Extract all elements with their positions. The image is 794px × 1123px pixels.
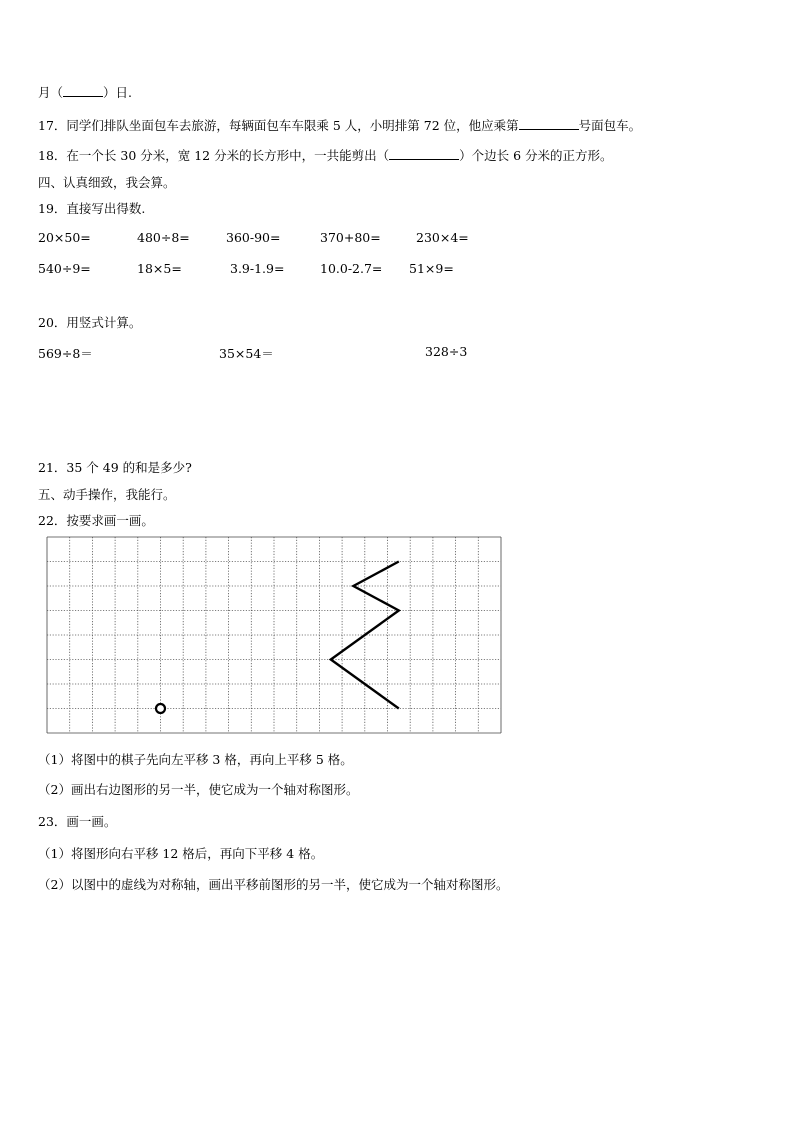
dotted-grid-figure[interactable] — [46, 536, 502, 734]
vertical-calc-item: 35×54＝ — [219, 346, 274, 361]
q17-text-a: 17．同学们排队坐面包车去旅游，每辆面包车车限乘 5 人，小明排第 72 位，他应乘第 — [38, 118, 519, 133]
calc-item: 540÷9= — [38, 261, 91, 276]
question-22-part-2: （2）画出右边图形的另一半，使它成为一个轴对称图形。 — [38, 782, 359, 797]
calc-item: 360-90= — [226, 230, 281, 245]
calc-item: 10.0-2.7= — [320, 261, 383, 276]
section-4-heading: 四、认真细致，我会算。 — [38, 175, 176, 190]
question-22-part-1: （1）将图中的棋子先向左平移 3 格，再向上平移 5 格。 — [38, 752, 353, 767]
q18-answer-blank[interactable] — [389, 147, 459, 160]
calc-item: 18×5= — [137, 261, 182, 276]
calc-item: 230×4= — [416, 230, 469, 245]
question-23-part-1: （1）将图形向右平移 12 格后，再向下平移 4 格。 — [38, 846, 324, 861]
question-22: 22．按要求画一画。 — [38, 513, 154, 528]
calc-item: 370+80= — [320, 230, 381, 245]
q16-answer-blank[interactable] — [63, 84, 103, 97]
question-17 — [38, 116, 641, 134]
question-21: 21．35 个 49 的和是多少? — [38, 460, 192, 475]
calc-item: 3.9-1.9= — [230, 261, 285, 276]
q17-answer-blank[interactable] — [519, 117, 579, 130]
q18-text-b: ）个边长 6 分米的正方形。 — [459, 148, 613, 163]
chess-piece-marker — [156, 704, 165, 713]
q16-text-b: ）日. — [103, 85, 132, 100]
question-23: 23．画一画。 — [38, 814, 117, 829]
grid-lines — [47, 537, 501, 733]
q16-text-a: 月（ — [38, 85, 64, 100]
calc-item: 51×9= — [409, 261, 454, 276]
question-23-part-2: （2）以图中的虚线为对称轴，画出平移前图形的另一半，使它成为一个轴对称图形。 — [38, 877, 509, 892]
vertical-calc-item: 569÷8＝ — [38, 346, 93, 361]
calc-item: 20×50= — [38, 230, 91, 245]
question-20: 20．用竖式计算。 — [38, 315, 142, 330]
q18-text-a: 18．在一个长 30 分米，宽 12 分米的长方形中，一共能剪出（ — [38, 148, 390, 163]
q16-tail — [38, 83, 132, 101]
vertical-calc-item: 328÷3 — [425, 344, 468, 359]
q17-text-b: 号面包车。 — [578, 118, 642, 133]
question-18 — [38, 146, 613, 164]
question-19: 19．直接写出得数. — [38, 201, 146, 216]
section-5-heading: 五、动手操作，我能行。 — [38, 487, 176, 502]
calc-item: 480÷8= — [137, 230, 190, 245]
